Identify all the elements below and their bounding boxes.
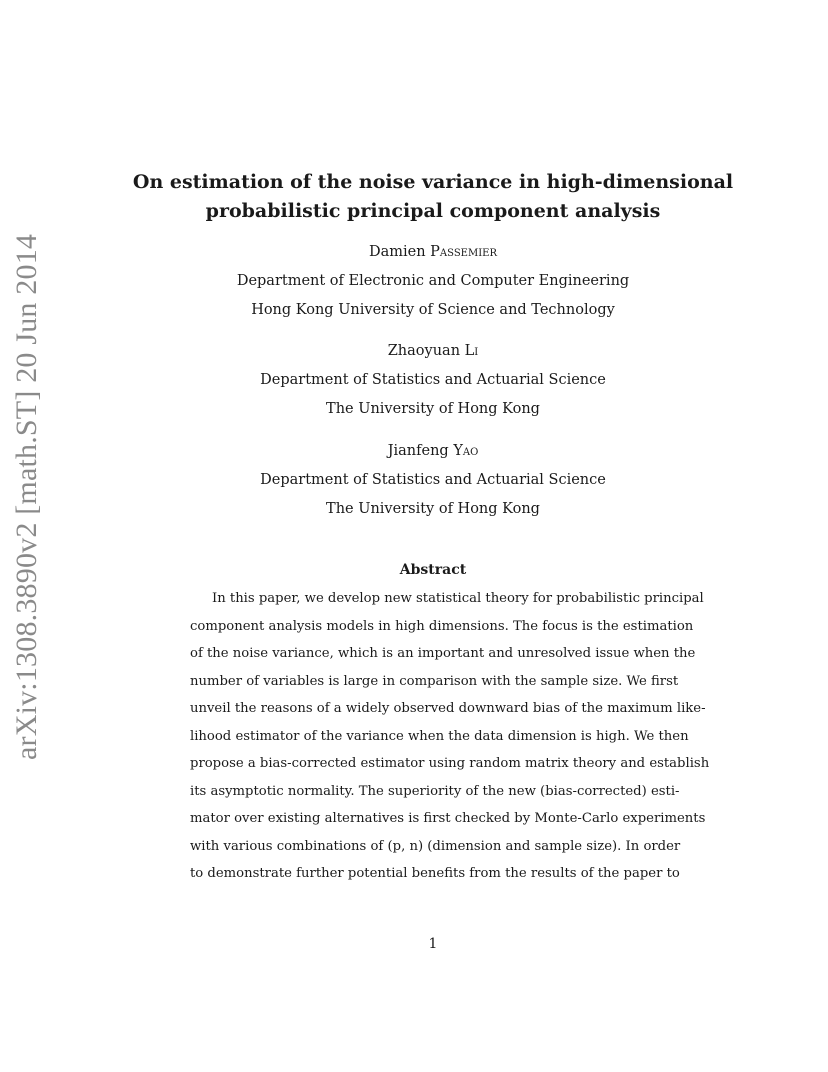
abstract-line: In this paper, we develop new statistical theory for probabilistic principal (212, 591, 704, 606)
author-affiliation: The University of Hong Kong (326, 501, 540, 517)
author-block (90, 337, 776, 424)
author-affiliation: Department of Statistics and Actuarial Science (260, 472, 606, 488)
abstract-line: to demonstrate further potential benefits from the results of the paper to (190, 866, 680, 881)
page-number: 1 (428, 936, 438, 952)
author-first-name: Jianfeng (387, 443, 454, 459)
abstract-line: lihood estimator of the variance when the data dimension is high. We then (190, 728, 689, 744)
author-name (90, 437, 776, 466)
author-block (90, 238, 776, 325)
abstract-line: number of variables is large in comparison with the sample size. We first (190, 673, 679, 689)
title-line: On estimation of the noise variance in high-dimensional (132, 171, 734, 193)
author-block (90, 437, 776, 524)
author-affiliation: The University of Hong Kong (326, 401, 540, 417)
abstract-line: its asymptotic normality. The superiority of the new (bias-corrected) esti- (190, 783, 680, 799)
author-name (90, 337, 776, 366)
abstract-line: propose a bias-corrected estimator using random matrix theory and establish (190, 756, 710, 771)
author-first-name: Zhaoyuan (387, 343, 465, 359)
author-affiliation: Department of Statistics and Actuarial Science (260, 372, 606, 388)
author-last-name: Yao (453, 443, 479, 459)
author-last-name: Passemier (430, 244, 497, 260)
abstract-heading: Abstract (399, 562, 467, 578)
author-first-name: Damien (368, 244, 431, 260)
abstract-line: mator over existing alternatives is first checked by Monte-Carlo experiments (190, 811, 706, 826)
abstract-line: component analysis models in high dimensions. The focus is the estimation (190, 618, 694, 634)
arxiv-stamp: arXiv:1308.3890v2 [math.ST] 20 Jun 2014 (10, 233, 43, 760)
abstract-line: unveil the reasons of a widely observed downward bias of the maximum like- (190, 701, 706, 716)
author-name (90, 238, 776, 267)
author-last-name: Li (464, 343, 479, 359)
abstract-line: of the noise variance, which is an important and unresolved issue when the (190, 646, 696, 661)
abstract-line: with various combinations of (p, n) (dimension and sample size). In order (190, 838, 681, 854)
title-line: probabilistic principal component analysis (205, 200, 661, 222)
paper-title (90, 168, 776, 226)
abstract-body (190, 585, 710, 888)
author-affiliation: Hong Kong University of Science and Technology (251, 302, 615, 318)
author-affiliation: Department of Electronic and Computer Engineering (236, 273, 630, 289)
